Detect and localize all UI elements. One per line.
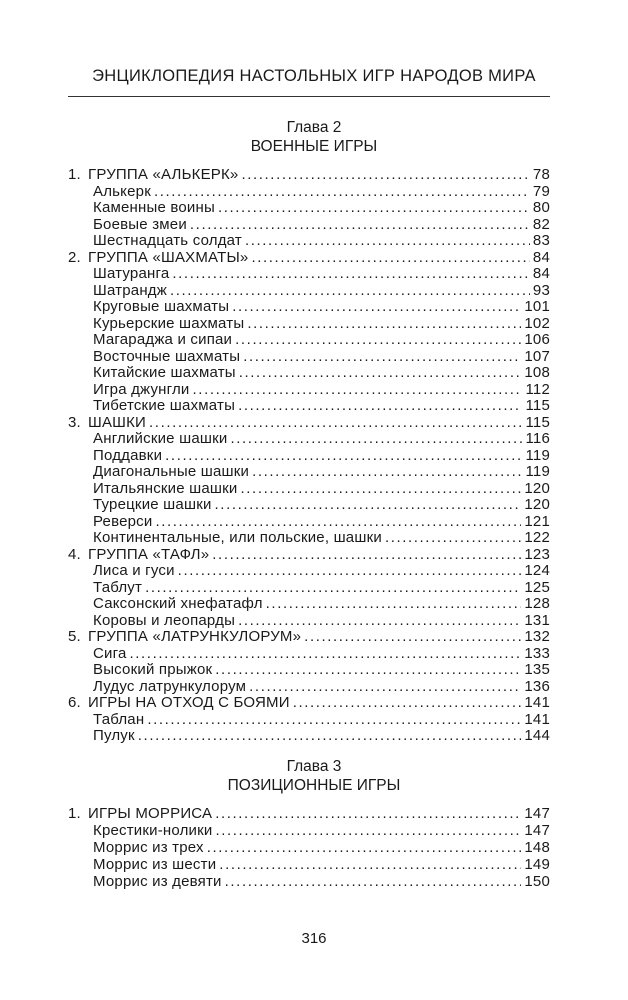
entry-title: Пулук xyxy=(93,728,135,744)
dot-leader xyxy=(245,233,530,250)
entry-title: Поддавки xyxy=(93,447,163,464)
entry-title: Лиса и гуси xyxy=(93,563,175,579)
chapter-3-label: Глава 3 xyxy=(286,758,342,775)
toc-entry xyxy=(68,514,550,531)
entry-number: 2. xyxy=(68,249,81,266)
dot-leader xyxy=(149,415,522,432)
entry-number: 1. xyxy=(68,805,81,822)
dot-leader xyxy=(170,283,530,300)
dot-leader xyxy=(138,728,522,745)
dot-leader xyxy=(215,805,521,822)
toc-entry xyxy=(68,431,550,448)
entry-title: Курьерские шахматы xyxy=(93,315,245,332)
dot-leader xyxy=(172,266,530,283)
dot-leader xyxy=(239,365,522,382)
entry-page: 128 xyxy=(524,596,550,612)
entry-title: Игра джунгли xyxy=(93,381,190,398)
entry-page: 108 xyxy=(524,365,550,381)
entry-title: Высокий прыжок xyxy=(93,662,213,678)
chapter-2-toc xyxy=(68,167,550,745)
entry-title: Диагональные шашки xyxy=(93,464,250,480)
entry-page: 116 xyxy=(525,431,550,447)
dot-leader xyxy=(238,613,521,630)
entry-page: 120 xyxy=(524,497,550,513)
entry-title: Тибетские шахматы xyxy=(93,398,236,414)
entry-page: 123 xyxy=(524,546,550,563)
entry-page: 149 xyxy=(524,856,550,873)
running-head: ЭНЦИКЛОПЕДИЯ НАСТОЛЬНЫХ ИГР НАРОДОВ МИРА xyxy=(92,67,536,85)
toc-entry xyxy=(68,299,550,316)
entry-title: ИГРЫ НА ОТХОД С БОЯМИ xyxy=(88,695,290,711)
dot-leader xyxy=(251,250,529,267)
dot-leader xyxy=(212,547,521,564)
toc-entry xyxy=(68,448,550,465)
entry-number: 1. xyxy=(68,167,81,183)
toc-entry xyxy=(68,382,550,399)
dot-leader xyxy=(215,662,521,679)
entry-page: 150 xyxy=(524,873,550,890)
entry-page: 121 xyxy=(524,513,550,530)
toc-entry xyxy=(68,547,550,564)
entry-title: Таблут xyxy=(93,579,143,596)
entry-title: Алькерк xyxy=(93,183,151,200)
dot-leader xyxy=(130,646,522,663)
entry-page: 107 xyxy=(524,348,550,365)
toc-entry xyxy=(68,530,550,547)
dot-leader xyxy=(238,398,522,415)
entry-page: 83 xyxy=(532,233,550,249)
dot-leader xyxy=(145,580,521,597)
entry-page: 84 xyxy=(532,266,550,282)
entry-page: 78 xyxy=(532,167,550,183)
entry-number: 3. xyxy=(68,414,81,431)
dot-leader xyxy=(249,679,521,696)
entry-title: Боевые змеи xyxy=(93,216,187,233)
chapter-3-toc xyxy=(68,805,550,890)
toc-entry xyxy=(68,856,550,873)
toc-entry xyxy=(68,464,550,481)
entry-title: Итальянские шашки xyxy=(93,480,238,497)
entry-title: Шатрандж xyxy=(93,282,167,299)
toc-entry xyxy=(68,497,550,514)
entry-page: 147 xyxy=(524,805,550,822)
entry-page: 80 xyxy=(532,200,550,216)
entry-page: 120 xyxy=(524,480,550,497)
dot-leader xyxy=(147,712,521,729)
entry-title: Саксонский хнефатафл xyxy=(93,596,263,612)
entry-number: 5. xyxy=(68,629,81,645)
toc-entry xyxy=(68,200,550,217)
chapter-3-title: ПОЗИЦИОННЫЕ ИГРЫ xyxy=(227,777,401,794)
entry-title: ШАШКИ xyxy=(88,414,147,431)
dot-leader xyxy=(190,217,530,234)
dot-leader xyxy=(155,514,521,531)
entry-title: ГРУППА «ШАХМАТЫ» xyxy=(88,249,249,266)
dot-leader xyxy=(266,596,522,613)
toc-entry xyxy=(68,184,550,201)
toc-entry xyxy=(68,596,550,613)
toc-entry xyxy=(68,662,550,679)
entry-page: 106 xyxy=(524,332,550,348)
entry-page: 93 xyxy=(532,282,550,299)
entry-page: 148 xyxy=(524,839,550,856)
entry-page: 124 xyxy=(524,563,550,579)
entry-title: ГРУППА «ТАФЛ» xyxy=(88,546,210,563)
toc-entry xyxy=(68,839,550,856)
header-rule xyxy=(68,96,550,97)
entry-page: 82 xyxy=(532,216,550,233)
toc-entry xyxy=(68,349,550,366)
dot-leader xyxy=(304,629,521,646)
toc-entry xyxy=(68,217,550,234)
entry-page: 79 xyxy=(532,183,550,200)
toc-entry xyxy=(68,613,550,630)
entry-number: 6. xyxy=(68,695,81,711)
dot-leader xyxy=(193,382,523,399)
entry-title: Восточные шахматы xyxy=(93,348,241,365)
entry-page: 131 xyxy=(524,612,550,629)
dot-leader xyxy=(154,184,530,201)
entry-title: Круговые шахматы xyxy=(93,299,230,315)
dot-leader xyxy=(230,431,522,448)
entry-page: 84 xyxy=(532,249,550,266)
entry-title: Каменные воины xyxy=(93,200,215,216)
dot-leader xyxy=(178,563,522,580)
toc-entry xyxy=(68,580,550,597)
entry-page: 122 xyxy=(524,530,550,546)
entry-page: 102 xyxy=(524,315,550,332)
toc-entry xyxy=(68,728,550,745)
entry-title: Крестики-нолики xyxy=(93,822,213,839)
toc-entry xyxy=(68,481,550,498)
entry-page: 132 xyxy=(524,629,550,645)
dot-leader xyxy=(241,167,529,184)
entry-page: 133 xyxy=(524,645,550,662)
entry-title: Моррис из девяти xyxy=(93,873,222,890)
toc-entry xyxy=(68,873,550,890)
dot-leader xyxy=(219,856,521,873)
entry-title: Сига xyxy=(93,645,127,662)
dot-leader xyxy=(241,481,522,498)
toc-entry xyxy=(68,283,550,300)
dot-leader xyxy=(207,839,522,856)
dot-leader xyxy=(252,464,522,481)
entry-page: 147 xyxy=(524,822,550,839)
toc-entry xyxy=(68,398,550,415)
toc-entry xyxy=(68,629,550,646)
dot-leader xyxy=(225,873,522,890)
entry-title: Моррис из шести xyxy=(93,856,217,873)
toc-entry xyxy=(68,266,550,283)
entry-title: ГРУППА «АЛЬКЕРК» xyxy=(88,167,239,183)
entry-page: 125 xyxy=(524,579,550,596)
toc-entry xyxy=(68,233,550,250)
entry-title: Лудус латрункулорум xyxy=(93,678,247,695)
entry-page: 119 xyxy=(525,447,550,464)
toc-entry xyxy=(68,167,550,184)
toc-entry xyxy=(68,679,550,696)
entry-title: Реверси xyxy=(93,513,153,530)
page-number: 316 xyxy=(301,930,327,947)
entry-page: 141 xyxy=(524,695,550,711)
toc-entry xyxy=(68,365,550,382)
toc-entry xyxy=(68,822,550,839)
dot-leader xyxy=(215,497,522,514)
entry-title: Шестнадцать солдат xyxy=(93,233,242,249)
dot-leader xyxy=(215,822,521,839)
entry-page: 101 xyxy=(524,299,550,315)
toc-entry xyxy=(68,563,550,580)
entry-number: 4. xyxy=(68,546,81,563)
toc-entry xyxy=(68,316,550,333)
entry-title: Моррис из трех xyxy=(93,839,204,856)
entry-title: ИГРЫ МОРРИСА xyxy=(88,805,213,822)
toc-entry xyxy=(68,646,550,663)
toc-entry xyxy=(68,805,550,822)
entry-title: ГРУППА «ЛАТРУНКУЛОРУМ» xyxy=(88,629,302,645)
dot-leader xyxy=(243,349,521,366)
dot-leader xyxy=(218,200,530,217)
entry-title: Таблан xyxy=(93,711,145,728)
entry-page: 112 xyxy=(525,381,550,398)
entry-page: 119 xyxy=(525,464,550,480)
entry-title: Турецкие шашки xyxy=(93,497,212,513)
entry-title: Китайские шахматы xyxy=(93,365,236,381)
entry-title: Магараджа и сипаи xyxy=(93,332,233,348)
dot-leader xyxy=(235,332,521,349)
dot-leader xyxy=(385,530,521,547)
toc-entry xyxy=(68,250,550,267)
entry-page: 135 xyxy=(524,662,550,678)
entry-page: 115 xyxy=(525,414,550,431)
dot-leader xyxy=(232,299,521,316)
toc-entry xyxy=(68,415,550,432)
entry-title: Континентальные, или польские, шашки xyxy=(93,530,382,546)
entry-page: 141 xyxy=(524,711,550,728)
entry-title: Коровы и леопарды xyxy=(93,612,236,629)
chapter-2-title: ВОЕННЫЕ ИГРЫ xyxy=(250,138,378,155)
dot-leader xyxy=(247,316,521,333)
entry-page: 144 xyxy=(524,728,550,744)
toc-entry xyxy=(68,695,550,712)
entry-page: 136 xyxy=(524,678,550,695)
chapter-2-label: Глава 2 xyxy=(286,119,342,136)
entry-title: Английские шашки xyxy=(93,431,228,447)
dot-leader xyxy=(293,695,522,712)
entry-page: 115 xyxy=(525,398,550,414)
toc-entry xyxy=(68,712,550,729)
dot-leader xyxy=(165,448,522,465)
entry-title: Шатуранга xyxy=(93,266,170,282)
toc-entry xyxy=(68,332,550,349)
